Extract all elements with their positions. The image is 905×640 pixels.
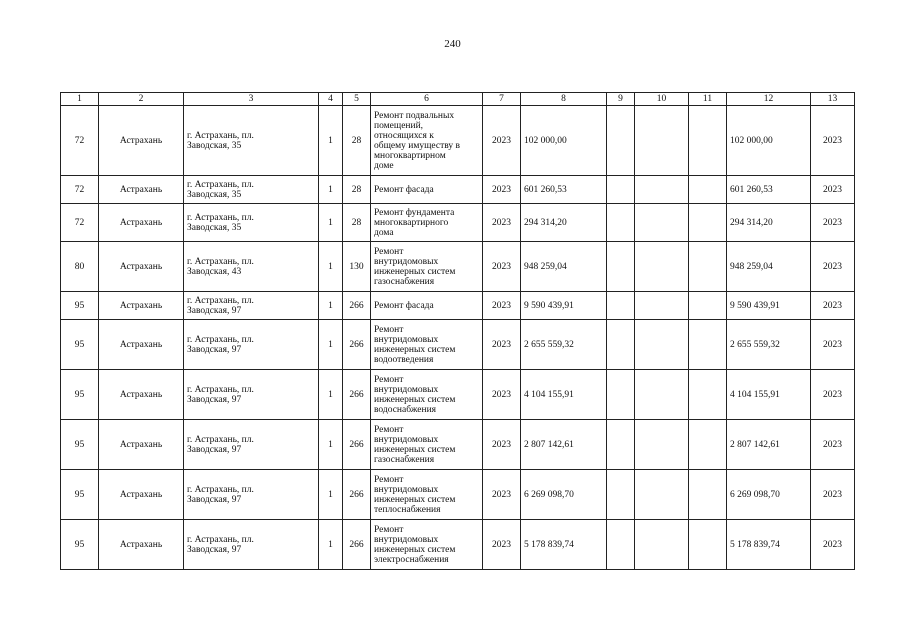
- cell-year-end: 2023: [811, 420, 855, 470]
- cell-description: [371, 520, 483, 570]
- column-header-5: 5: [343, 93, 371, 106]
- header-row: [61, 93, 855, 106]
- cell-year-end: 2023: [811, 292, 855, 320]
- cell-col11: [689, 370, 727, 420]
- cell-col5: 130: [343, 242, 371, 292]
- description-line: относящихся к: [374, 130, 434, 141]
- cell-total: 5 178 839,74: [727, 520, 811, 570]
- cell-col10: [635, 242, 689, 292]
- cell-col5: 266: [343, 470, 371, 520]
- address-line: Заводская, 97: [187, 494, 242, 505]
- description-line: инженерных систем: [374, 444, 456, 455]
- cell-year-end: 2023: [811, 242, 855, 292]
- cell-address: [184, 176, 319, 204]
- cell-col5: 28: [343, 204, 371, 242]
- cell-col11: [689, 470, 727, 520]
- cell-year: 2023: [483, 292, 521, 320]
- cell-col11: [689, 520, 727, 570]
- cell-year-end: 2023: [811, 470, 855, 520]
- address-line: г. Астрахань, пл.: [187, 130, 254, 141]
- cell-total: 4 104 155,91: [727, 370, 811, 420]
- cell-total: 2 807 142,61: [727, 420, 811, 470]
- cell-description: [371, 370, 483, 420]
- cell-year: 2023: [483, 176, 521, 204]
- cell-col4: 1: [319, 176, 343, 204]
- cell-col11: [689, 204, 727, 242]
- description-line: Ремонт фундамента: [374, 207, 455, 218]
- cell-amount: 6 269 098,70: [521, 470, 607, 520]
- cell-col9: [607, 520, 635, 570]
- cell-col4: 1: [319, 292, 343, 320]
- column-header-7: 7: [483, 93, 521, 106]
- cell-col11: [689, 106, 727, 176]
- description-line: Ремонт фасада: [374, 300, 434, 311]
- cell-number: 95: [61, 420, 99, 470]
- column-header-8: 8: [521, 93, 607, 106]
- table-row: [61, 242, 855, 292]
- column-header-10: 10: [635, 93, 689, 106]
- cell-col9: [607, 292, 635, 320]
- cell-col9: [607, 470, 635, 520]
- cell-col10: [635, 370, 689, 420]
- address-line: г. Астрахань, пл.: [187, 212, 254, 223]
- cell-col9: [607, 106, 635, 176]
- cell-amount: 2 655 559,32: [521, 320, 607, 370]
- cell-amount: 9 590 439,91: [521, 292, 607, 320]
- cell-col4: 1: [319, 370, 343, 420]
- cell-locality: Астрахань: [99, 176, 184, 204]
- column-header-12: 12: [727, 93, 811, 106]
- cell-year: 2023: [483, 106, 521, 176]
- address-line: г. Астрахань, пл.: [187, 256, 254, 267]
- cell-description: [371, 106, 483, 176]
- description-line: дома: [374, 227, 394, 238]
- column-header-2: 2: [99, 93, 184, 106]
- table-row: [61, 470, 855, 520]
- column-header-3: 3: [184, 93, 319, 106]
- description-line: внутридомовых: [374, 334, 439, 345]
- description-line: инженерных систем: [374, 394, 456, 405]
- description-line: внутридомовых: [374, 256, 439, 267]
- description-line: Ремонт: [374, 374, 404, 385]
- cell-col5: 266: [343, 520, 371, 570]
- description-line: газоснабжения: [374, 276, 435, 287]
- column-header-9: 9: [607, 93, 635, 106]
- cell-year-end: 2023: [811, 176, 855, 204]
- cell-col5: 266: [343, 292, 371, 320]
- column-header-13: 13: [811, 93, 855, 106]
- description-line: инженерных систем: [374, 266, 456, 277]
- cell-number: 95: [61, 520, 99, 570]
- cell-description: [371, 204, 483, 242]
- cell-col4: 1: [319, 470, 343, 520]
- address-line: Заводская, 43: [187, 266, 242, 277]
- description-line: водоотведения: [374, 354, 434, 365]
- address-line: Заводская, 97: [187, 305, 242, 316]
- cell-total: 948 259,04: [727, 242, 811, 292]
- address-line: г. Астрахань, пл.: [187, 484, 254, 495]
- cell-col10: [635, 176, 689, 204]
- cell-col10: [635, 320, 689, 370]
- address-line: г. Астрахань, пл.: [187, 179, 254, 190]
- address-line: Заводская, 97: [187, 394, 242, 405]
- cell-locality: Астрахань: [99, 320, 184, 370]
- table-row: [61, 176, 855, 204]
- description-line: Ремонт: [374, 474, 404, 485]
- cell-description: [371, 292, 483, 320]
- description-line: внутридомовых: [374, 534, 439, 545]
- cell-amount: 4 104 155,91: [521, 370, 607, 420]
- cell-address: [184, 106, 319, 176]
- cell-col10: [635, 204, 689, 242]
- cell-col11: [689, 242, 727, 292]
- page-number: 240: [444, 38, 461, 50]
- description-line: электроснабжения: [374, 554, 449, 565]
- address-line: г. Астрахань, пл.: [187, 434, 254, 445]
- repair-table: [60, 92, 855, 570]
- cell-locality: Астрахань: [99, 420, 184, 470]
- cell-col9: [607, 420, 635, 470]
- column-header-4: 4: [319, 93, 343, 106]
- cell-locality: Астрахань: [99, 204, 184, 242]
- description-line: Ремонт: [374, 524, 404, 535]
- cell-locality: Астрахань: [99, 292, 184, 320]
- address-line: г. Астрахань, пл.: [187, 384, 254, 395]
- description-line: помещений,: [374, 120, 424, 131]
- cell-year-end: 2023: [811, 370, 855, 420]
- cell-total: 102 000,00: [727, 106, 811, 176]
- cell-year: 2023: [483, 242, 521, 292]
- cell-col10: [635, 520, 689, 570]
- cell-address: [184, 370, 319, 420]
- cell-locality: Астрахань: [99, 470, 184, 520]
- column-header-6: 6: [371, 93, 483, 106]
- cell-col11: [689, 176, 727, 204]
- table-row: [61, 292, 855, 320]
- cell-description: [371, 176, 483, 204]
- cell-year: 2023: [483, 370, 521, 420]
- cell-col5: 28: [343, 106, 371, 176]
- cell-description: [371, 420, 483, 470]
- table-row: [61, 204, 855, 242]
- cell-col5: 266: [343, 420, 371, 470]
- cell-total: 294 314,20: [727, 204, 811, 242]
- cell-amount: 5 178 839,74: [521, 520, 607, 570]
- description-line: теплоснабжения: [374, 504, 441, 515]
- cell-locality: Астрахань: [99, 520, 184, 570]
- table-header: [61, 93, 855, 106]
- cell-address: [184, 292, 319, 320]
- cell-description: [371, 320, 483, 370]
- cell-col4: 1: [319, 204, 343, 242]
- cell-year-end: 2023: [811, 106, 855, 176]
- cell-locality: Астрахань: [99, 370, 184, 420]
- table-row: [61, 520, 855, 570]
- cell-col9: [607, 176, 635, 204]
- description-line: внутридомовых: [374, 434, 439, 445]
- description-line: внутридомовых: [374, 484, 439, 495]
- cell-total: 2 655 559,32: [727, 320, 811, 370]
- cell-col9: [607, 370, 635, 420]
- cell-col5: 266: [343, 320, 371, 370]
- cell-year-end: 2023: [811, 520, 855, 570]
- cell-col10: [635, 470, 689, 520]
- cell-address: [184, 204, 319, 242]
- cell-col4: 1: [319, 106, 343, 176]
- cell-year-end: 2023: [811, 204, 855, 242]
- cell-year: 2023: [483, 520, 521, 570]
- cell-year-end: 2023: [811, 320, 855, 370]
- cell-total: 601 260,53: [727, 176, 811, 204]
- cell-description: [371, 242, 483, 292]
- cell-number: 95: [61, 370, 99, 420]
- cell-col10: [635, 420, 689, 470]
- cell-col9: [607, 204, 635, 242]
- cell-address: [184, 520, 319, 570]
- cell-col9: [607, 242, 635, 292]
- cell-col4: 1: [319, 420, 343, 470]
- cell-col11: [689, 420, 727, 470]
- address-line: Заводская, 97: [187, 444, 242, 455]
- cell-year: 2023: [483, 420, 521, 470]
- cell-amount: 102 000,00: [521, 106, 607, 176]
- cell-year: 2023: [483, 470, 521, 520]
- description-line: Ремонт: [374, 324, 404, 335]
- address-line: Заводская, 97: [187, 344, 242, 355]
- column-header-1: 1: [61, 93, 99, 106]
- description-line: инженерных систем: [374, 544, 456, 555]
- description-line: инженерных систем: [374, 344, 456, 355]
- cell-address: [184, 242, 319, 292]
- address-line: Заводская, 35: [187, 140, 242, 151]
- cell-number: 95: [61, 292, 99, 320]
- cell-address: [184, 420, 319, 470]
- description-line: инженерных систем: [374, 494, 456, 505]
- description-line: Ремонт: [374, 246, 404, 257]
- description-line: Ремонт подвальных: [374, 110, 455, 121]
- description-line: водоснабжения: [374, 404, 437, 415]
- description-line: Ремонт: [374, 424, 404, 435]
- description-line: многоквартирного: [374, 217, 449, 228]
- description-line: доме: [374, 160, 394, 171]
- table-body: [61, 106, 855, 570]
- cell-number: 95: [61, 320, 99, 370]
- column-header-11: 11: [689, 93, 727, 106]
- table-row: [61, 420, 855, 470]
- cell-total: 9 590 439,91: [727, 292, 811, 320]
- address-line: г. Астрахань, пл.: [187, 334, 254, 345]
- cell-amount: 294 314,20: [521, 204, 607, 242]
- table-row: [61, 370, 855, 420]
- cell-col4: 1: [319, 320, 343, 370]
- address-line: Заводская, 97: [187, 544, 242, 555]
- description-line: внутридомовых: [374, 384, 439, 395]
- cell-amount: 601 260,53: [521, 176, 607, 204]
- cell-number: 80: [61, 242, 99, 292]
- cell-col4: 1: [319, 520, 343, 570]
- table-row: [61, 106, 855, 176]
- cell-col9: [607, 320, 635, 370]
- cell-number: 95: [61, 470, 99, 520]
- cell-col10: [635, 106, 689, 176]
- cell-total: 6 269 098,70: [727, 470, 811, 520]
- cell-number: 72: [61, 204, 99, 242]
- address-line: г. Астрахань, пл.: [187, 534, 254, 545]
- cell-col5: 266: [343, 370, 371, 420]
- cell-col10: [635, 292, 689, 320]
- cell-address: [184, 470, 319, 520]
- description-line: общему имуществу в: [374, 140, 461, 151]
- cell-col11: [689, 320, 727, 370]
- description-line: многоквартирном: [374, 150, 446, 161]
- cell-col4: 1: [319, 242, 343, 292]
- table-row: [61, 320, 855, 370]
- address-line: Заводская, 35: [187, 222, 242, 233]
- description-line: Ремонт фасада: [374, 184, 434, 195]
- cell-description: [371, 470, 483, 520]
- cell-amount: 948 259,04: [521, 242, 607, 292]
- cell-amount: 2 807 142,61: [521, 420, 607, 470]
- cell-number: 72: [61, 106, 99, 176]
- description-line: газоснабжения: [374, 454, 435, 465]
- cell-number: 72: [61, 176, 99, 204]
- cell-col11: [689, 292, 727, 320]
- address-line: г. Астрахань, пл.: [187, 295, 254, 306]
- cell-locality: Астрахань: [99, 106, 184, 176]
- cell-col5: 28: [343, 176, 371, 204]
- cell-year: 2023: [483, 320, 521, 370]
- cell-year: 2023: [483, 204, 521, 242]
- address-line: Заводская, 35: [187, 189, 242, 200]
- cell-address: [184, 320, 319, 370]
- cell-locality: Астрахань: [99, 242, 184, 292]
